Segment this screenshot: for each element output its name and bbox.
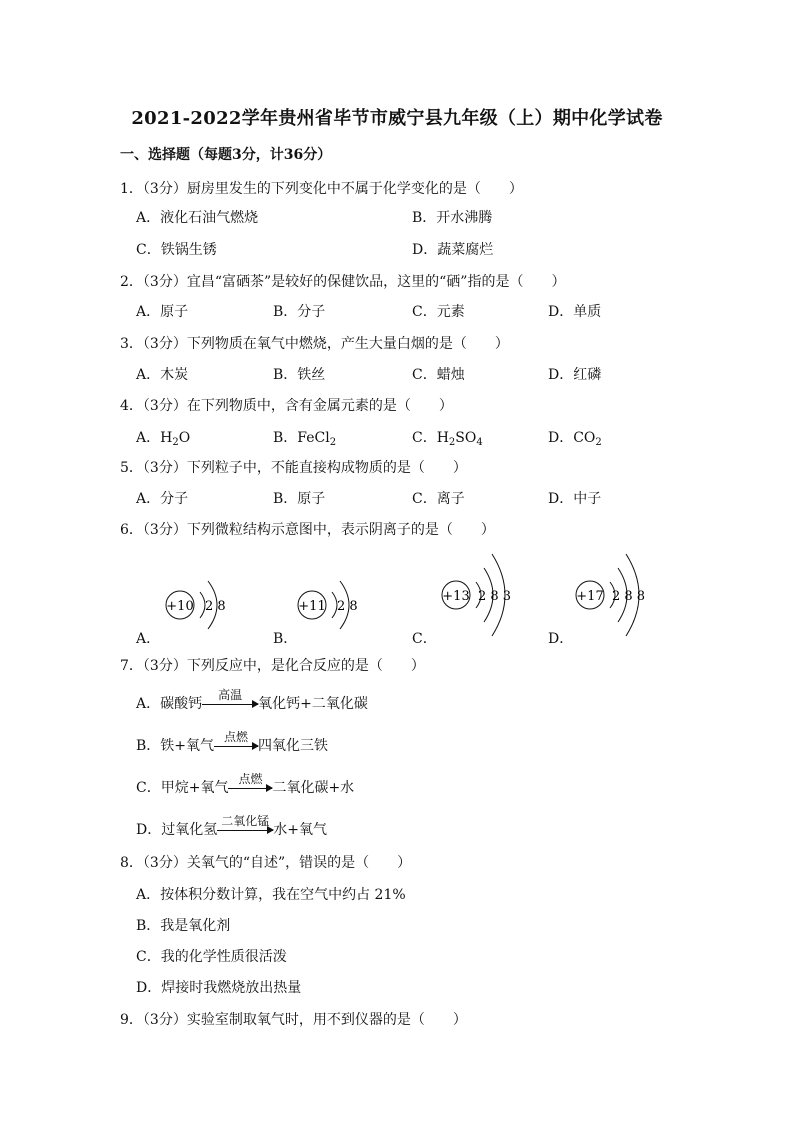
question-6-option-a: A．: [136, 631, 161, 647]
question-2-option-d: D．单质: [548, 304, 602, 320]
arrow-head-icon: [267, 826, 274, 834]
formula-subscript: 2: [595, 437, 602, 448]
question-5-stem: 5．（3分）下列粒子中，不能直接构成物质的是（ ）: [120, 460, 467, 476]
reactant-text: A．碳酸钙: [136, 696, 203, 712]
question-9-stem: 9．（3分）实验室制取氧气时，用不到仪器的是（ ）: [120, 1012, 467, 1028]
question-6-option-d: D．: [548, 631, 574, 647]
question-3-option-d: D．红磷: [548, 367, 602, 383]
question-3-option-b: B．铁丝: [273, 367, 326, 383]
question-8-option-c: C．我的化学性质很活泼: [136, 949, 287, 965]
atom-diagram-a: [160, 566, 240, 636]
reactant-text: C．甲烷+氧气: [136, 780, 229, 796]
question-2-option-c: C．元素: [412, 304, 465, 320]
atom-diagram-b: [292, 566, 372, 636]
formula-subscript: 2: [172, 437, 179, 448]
product-text: 水+氧气: [273, 822, 327, 838]
atom-diagram-c: [436, 546, 526, 638]
question-6-option-b: B．: [273, 631, 298, 647]
shell-electrons: 2 8: [205, 599, 226, 614]
product-text: 氧化钙+二氧化碳: [258, 696, 368, 712]
reaction-arrow: [217, 814, 273, 837]
question-3-option-c: C．蜡烛: [412, 367, 465, 383]
question-8-option-a: A．按体积分数计算，我在空气中约占 21%: [136, 887, 406, 903]
question-3-stem: 3．（3分）下列物质在氧气中燃烧，产生大量白烟的是（ ）: [120, 336, 509, 352]
question-2-stem: 2．（3分）宜昌“富硒茶”是较好的保健饮品，这里的“硒”指的是（ ）: [120, 274, 566, 290]
question-3-option-a: A．木炭: [136, 367, 189, 383]
question-7-option-b: [136, 730, 329, 755]
atom-diagram-d: [570, 546, 660, 638]
question-8-option-b: B．我是氧化剂: [136, 918, 231, 934]
question-4-option-a: [136, 427, 190, 447]
arrow-head-icon: [252, 742, 259, 750]
arrow-line: [217, 830, 273, 831]
question-7-option-a: [136, 688, 368, 713]
question-7-stem: 7．（3分）下列反应中，是化合反应的是（ ）: [120, 658, 425, 674]
reaction-condition: 二氧化锰: [221, 814, 270, 828]
formula-text: B．FeCl: [273, 430, 330, 446]
reaction-condition: 点燃: [238, 772, 263, 786]
question-8-option-d: D．焊接时我燃烧放出热量: [136, 980, 302, 996]
shell-electrons: 2 8 3: [478, 589, 512, 604]
question-4-option-b: [273, 427, 336, 447]
question-4-option-c: [412, 427, 483, 447]
formula-text: SO: [455, 430, 477, 446]
reaction-arrow: [202, 688, 258, 711]
question-1-option-d: D．蔬菜腐烂: [412, 242, 494, 258]
shell-electrons: 2 8: [337, 599, 358, 614]
reactant-text: D．过氧化氢: [136, 822, 218, 838]
nucleus-charge: +13: [442, 589, 470, 604]
nucleus-charge: +17: [576, 589, 604, 604]
question-1-stem: 1．（3分）厨房里发生的下列变化中不属于化学变化的是（ ）: [120, 181, 523, 197]
question-5-option-d: D．中子: [548, 491, 602, 507]
question-5-option-c: C．离子: [412, 491, 465, 507]
section-heading: 一、选择题（每题3分，计36分）: [120, 147, 332, 163]
arrow-line: [202, 704, 258, 705]
question-4-stem: 4．（3分）在下列物质中，含有金属元素的是（ ）: [120, 398, 453, 414]
question-7-option-d: [136, 814, 327, 839]
question-2-option-b: B．分子: [273, 304, 326, 320]
reaction-arrow: [214, 730, 258, 753]
nucleus-charge: +10: [166, 599, 194, 614]
question-8-stem: 8．（3分）关氧气的“自述”，错误的是（ ）: [120, 855, 412, 871]
question-6-option-c: C．: [412, 631, 437, 647]
reaction-condition: 点燃: [224, 730, 249, 744]
formula-subscript: 4: [476, 437, 483, 448]
product-text: 四氧化三铁: [258, 738, 329, 754]
formula-text: A．H: [136, 430, 173, 446]
question-1-option-c: C．铁锅生锈: [136, 242, 217, 258]
formula-text: C．H: [412, 430, 449, 446]
question-6-stem: 6．（3分）下列微粒结构示意图中，表示阴离子的是（ ）: [120, 522, 495, 538]
reactant-text: B．铁+氧气: [136, 738, 215, 754]
page-title: 2021-2022学年贵州省毕节市威宁县九年级（上）期中化学试卷: [131, 108, 663, 129]
question-5-option-b: B．原子: [273, 491, 326, 507]
product-text: 二氧化碳+水: [272, 780, 355, 796]
arrow-head-icon: [266, 784, 273, 792]
arrow-head-icon: [252, 700, 259, 708]
reaction-arrow: [228, 772, 272, 795]
shell-electrons: 2 8 8: [612, 589, 646, 604]
question-1-option-b: B．开水沸腾: [412, 210, 493, 226]
formula-subscript: 2: [329, 437, 337, 448]
question-2-option-a: A．原子: [136, 304, 189, 320]
question-1-option-a: A．液化石油气燃烧: [136, 210, 259, 226]
formula-text: D．CO: [548, 430, 596, 446]
formula-text: O: [178, 430, 191, 446]
question-5-option-a: A．分子: [136, 491, 189, 507]
formula-subscript: 2: [448, 437, 456, 448]
reaction-condition: 高温: [218, 688, 243, 702]
question-4-option-d: [548, 427, 602, 447]
question-7-option-c: [136, 772, 355, 797]
nucleus-charge: +11: [298, 599, 326, 614]
